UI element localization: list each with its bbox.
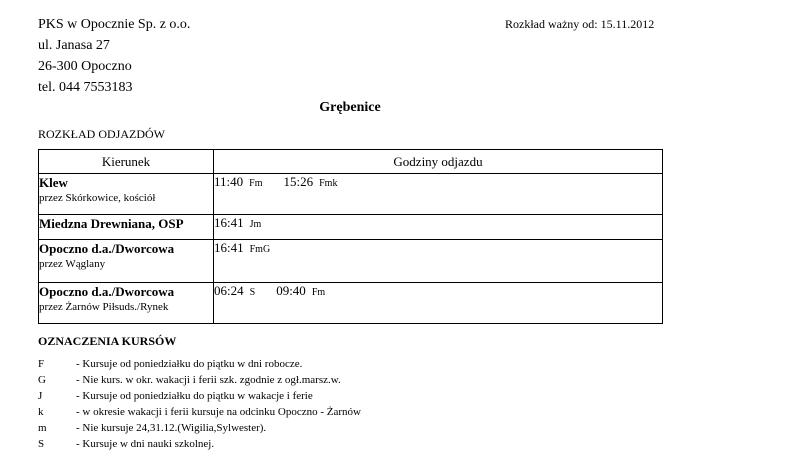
legend-item	[38, 372, 361, 388]
legend-item	[38, 420, 361, 436]
table-row	[39, 283, 663, 324]
legend-text: - Nie kursuje 24,31.12.(Wigilia,Sylwester).	[76, 422, 267, 434]
legend-code: m	[38, 422, 47, 434]
departure	[214, 283, 255, 299]
departure-code: Fm	[249, 178, 263, 189]
direction-name: Opoczno d.a./Dworcowa	[39, 284, 175, 299]
departure-time: 09:40	[276, 283, 306, 298]
departure	[214, 174, 262, 190]
legend-text: - Kursuje od poniedziałku do piątku w wakacje i ferie	[76, 390, 313, 402]
legend-item	[38, 356, 361, 372]
section-title: ROZKŁAD ODJAZDÓW	[38, 127, 165, 141]
legend-title: OZNACZENIA KURSÓW	[38, 334, 177, 348]
legend-code: k	[38, 406, 44, 418]
departure	[283, 174, 337, 190]
departure-code: Fm	[311, 287, 326, 298]
times-cell	[214, 240, 663, 283]
legend-item	[38, 388, 361, 404]
direction-via: przez Skórkowice, kościół	[39, 192, 156, 204]
departure	[214, 240, 270, 256]
times-cell	[214, 174, 663, 215]
direction-cell	[39, 240, 214, 283]
departure-code: S	[249, 287, 256, 298]
departure-code: FmG	[249, 244, 271, 255]
direction-name: Miedzna Drewniana, OSP	[39, 216, 184, 231]
table-row	[39, 174, 663, 215]
header-times: Godziny odjazdu	[214, 150, 663, 174]
legend	[38, 356, 361, 452]
legend-text: - Kursuje od poniedziałku do piątku w dni robocze.	[76, 358, 303, 370]
legend-text: - w okresie wakacji i ferii kursuje na odcinku Opoczno - Żarnów	[76, 406, 361, 418]
company-phone: tel. 044 7553183	[38, 80, 133, 95]
direction-cell	[39, 174, 214, 215]
departure-time: 16:41	[214, 215, 244, 230]
company-street: ul. Janasa 27	[38, 38, 110, 53]
departure-code: Fmk	[319, 178, 338, 189]
direction-via: przez Wąglany	[39, 258, 106, 270]
company-info	[38, 14, 190, 98]
direction-name: Klew	[39, 175, 68, 190]
company-name: PKS w Opocznie Sp. z o.o.	[38, 17, 191, 32]
company-city: 26-300 Opoczno	[38, 59, 132, 74]
legend-text: - Kursuje w dni nauki szkolnej.	[76, 438, 215, 450]
direction-cell	[39, 283, 214, 324]
times-cell	[214, 215, 663, 240]
departure	[214, 215, 261, 231]
valid-from: Rozkład ważny od: 15.11.2012	[505, 17, 655, 31]
table-row	[39, 215, 663, 240]
departure-time: 11:40	[214, 174, 244, 189]
legend-text: - Nie kurs. w okr. wakacji i ferii szk. zgodnie z ogł.marsz.w.	[76, 374, 341, 386]
legend-code: G	[38, 374, 46, 386]
stop-name: Grębenice	[319, 100, 381, 115]
legend-item	[38, 404, 361, 420]
legend-code: J	[38, 390, 43, 402]
direction-cell	[39, 215, 214, 240]
departure-time: 06:24	[214, 283, 244, 298]
departure	[276, 283, 325, 299]
timetable	[38, 149, 663, 324]
departure-time: 15:26	[283, 174, 314, 189]
header-direction: Kierunek	[39, 150, 214, 174]
departure-time: 16:41	[214, 240, 244, 255]
legend-code: S	[38, 438, 45, 450]
legend-item	[38, 436, 361, 452]
legend-code: F	[38, 358, 45, 370]
departure-code: Jm	[249, 219, 262, 230]
direction-via: przez Żarnów Piłsuds./Rynek	[39, 301, 169, 313]
timetable-header-row	[39, 150, 663, 174]
times-cell	[214, 283, 663, 324]
table-row	[39, 240, 663, 283]
direction-name: Opoczno d.a./Dworcowa	[39, 241, 175, 256]
